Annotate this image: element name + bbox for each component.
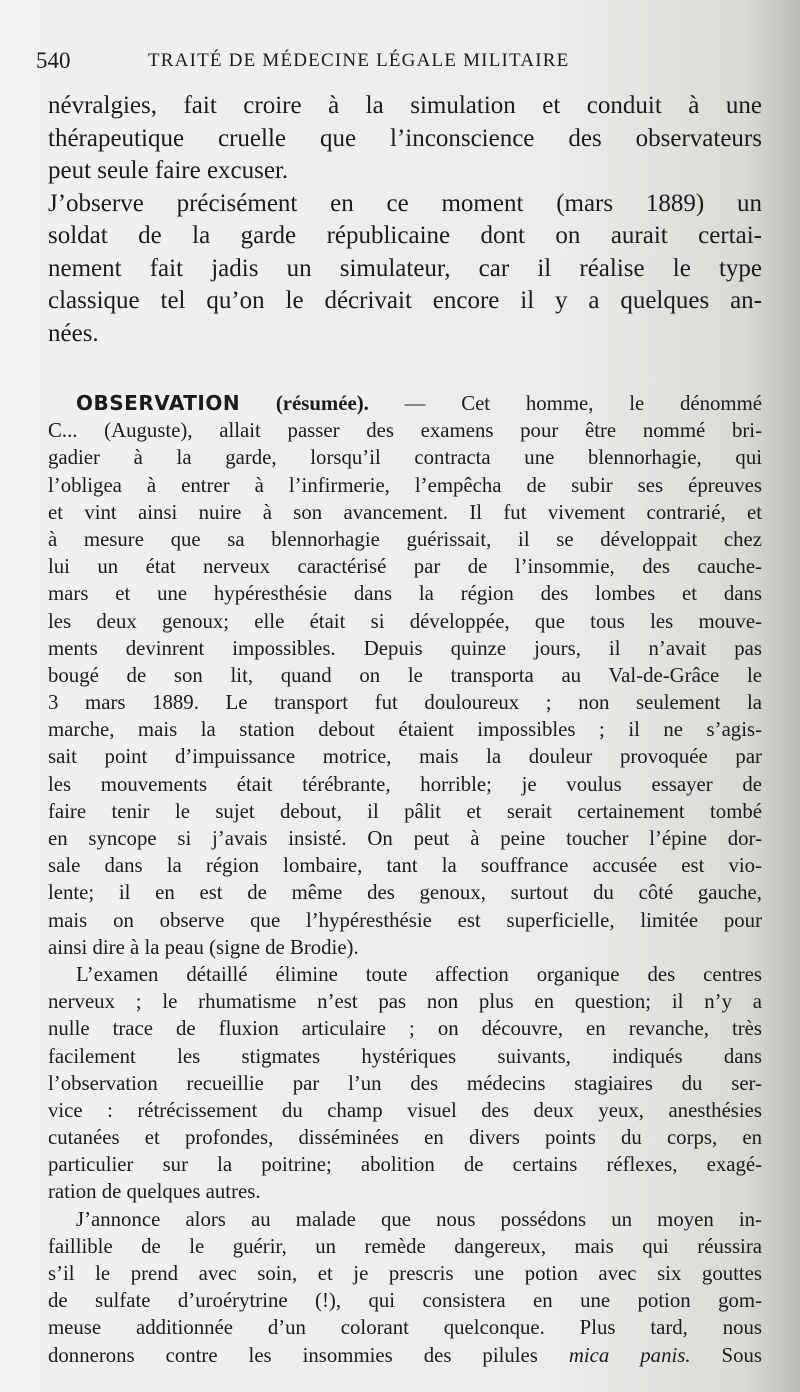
text-line: marche, mais la station debout étaient impossibles ; il ne s’agis- xyxy=(48,718,762,742)
text-line: ration de quelques autres. xyxy=(48,1180,261,1204)
running-header xyxy=(36,44,766,78)
text-fragment: donnerons contre les insommies des pilules xyxy=(48,1343,538,1367)
text-line: thérapeutique cruelle que l’inconscience des observateurs xyxy=(48,124,762,152)
observation-paragraph xyxy=(48,961,762,1206)
observation-paragraph xyxy=(48,1206,762,1342)
text-line: faire tenir le sujet debout, il pâlit et serait certainement tombé xyxy=(48,799,762,823)
text-line: L’examen détaillé élimine toute affection organique des centres xyxy=(76,962,762,986)
italic-term: mica panis. xyxy=(568,1343,691,1367)
paragraph xyxy=(48,90,762,188)
text-line: les mouvements était térébrante, horrible; je voulus essayer de xyxy=(48,772,762,796)
text-line: sale dans la région lombaire, tant la souffrance accusée est vio- xyxy=(48,854,762,878)
page-body xyxy=(48,90,762,1369)
text-fragment: — Cet homme, le dénommé xyxy=(404,392,762,415)
text-line: nées. xyxy=(48,319,99,347)
text-line: en syncope si j’avais insisté. On peut à peine toucher l’épine dor- xyxy=(48,827,762,850)
text-line: bougé de son lit, quand on le transporta au Val-de-Grâce le xyxy=(48,663,762,687)
text-line: de sulfate d’uroérytrine (!), qui consistera en une potion gom- xyxy=(48,1289,762,1313)
text-line: mais on observe que l’hypéresthésie est superficielle, limitée pour xyxy=(48,908,762,932)
text-line: névralgies, fait croire à la simulation et conduit à une xyxy=(48,92,762,119)
text-line: faillible de le guérir, un remède dangereux, mais qui réussira xyxy=(48,1234,762,1258)
text-line: 3 mars 1889. Le transport fut douloureux ; non seulement la xyxy=(48,691,762,715)
text-line: peut seule faire excuser. xyxy=(48,157,289,184)
text-line: et vint ainsi nuire à son avancement. Il fut vivement contrarié, et xyxy=(48,500,762,524)
text-line: cutanées et profondes, disséminées en divers points du corps, en xyxy=(48,1126,762,1150)
text-line: vice : rétrécissement du champ visuel des deux yeux, anesthésies xyxy=(48,1098,762,1122)
text-line xyxy=(48,1342,762,1369)
text-line: particulier sur la poitrine; abolition de certains réflexes, exagé- xyxy=(48,1153,762,1177)
text-line: nerveux ; le rhumatisme n’est pas non plus en question; il n’y a xyxy=(48,990,762,1014)
text-line: J’annonce alors au malade que nous possédons un moyen in- xyxy=(76,1207,762,1231)
text-line: les deux genoux; elle était si développée, que tous les mouve- xyxy=(48,609,762,633)
text-line: s’il le prend avec soin, et je prescris une potion avec six gouttes xyxy=(48,1262,762,1285)
observation-block xyxy=(48,390,762,1369)
observation-lines xyxy=(48,417,762,961)
text-line: C... (Auguste), allait passer des examens pour être nommé bri- xyxy=(48,419,762,443)
text-line: à mesure que sa blennorhagie guérissait, il se développait chez xyxy=(48,527,762,551)
text-line: gadier à la garde, lorsqu’il contracta une blennorhagie, qui xyxy=(48,446,762,470)
text-line: soldat de la garde républicaine dont on aurait certai- xyxy=(48,222,762,249)
text-line: mars et une hypéresthésie dans la région des lombes et dans xyxy=(48,582,762,606)
text-fragment: Sous xyxy=(721,1343,762,1367)
text-line: classique tel qu’on le décrivait encore il y a quelques an- xyxy=(48,287,762,314)
observation-first-line xyxy=(48,390,762,417)
text-line: lui un état nerveux caractérisé par de l’insommie, des cauche- xyxy=(48,555,762,579)
text-line: facilement les stigmates hystériques suivants, indiqués dans xyxy=(48,1044,762,1068)
text-line: l’obligea à entrer à l’infirmerie, l’empêcha de subir ses épreuves xyxy=(48,473,762,497)
observation-heading: OBSERVATION xyxy=(76,391,241,415)
text-line: ments devinrent impossibles. Depuis quinze jours, il n’avait pas xyxy=(48,636,762,660)
text-line: nulle trace de fluxion articulaire ; on découvre, en revanche, très xyxy=(48,1017,762,1041)
text-line: J’observe précisément en ce moment (mars 1889) un xyxy=(48,189,762,217)
running-title: TRAITÉ DE MÉDECINE LÉGALE MILITAIRE xyxy=(148,50,570,71)
text-line: sait point d’impuissance motrice, mais la douleur provoquée par xyxy=(48,745,762,769)
page-number: 540 xyxy=(36,48,71,73)
text-line: ainsi dire à la peau (signe de Brodie). xyxy=(48,935,359,959)
text-line: meuse additionnée d’un colorant quelconque. Plus tard, nous xyxy=(48,1316,762,1340)
observation-subheading: (résumée). xyxy=(275,392,369,415)
paragraph xyxy=(48,188,762,351)
text-line: l’observation recueillie par l’un des médecins stagiaires du ser- xyxy=(48,1071,762,1095)
text-line: nement fait jadis un simulateur, car il réalise le type xyxy=(48,254,762,282)
text-line: lente; il en est de même des genoux, surtout du côté gauche, xyxy=(48,881,762,905)
